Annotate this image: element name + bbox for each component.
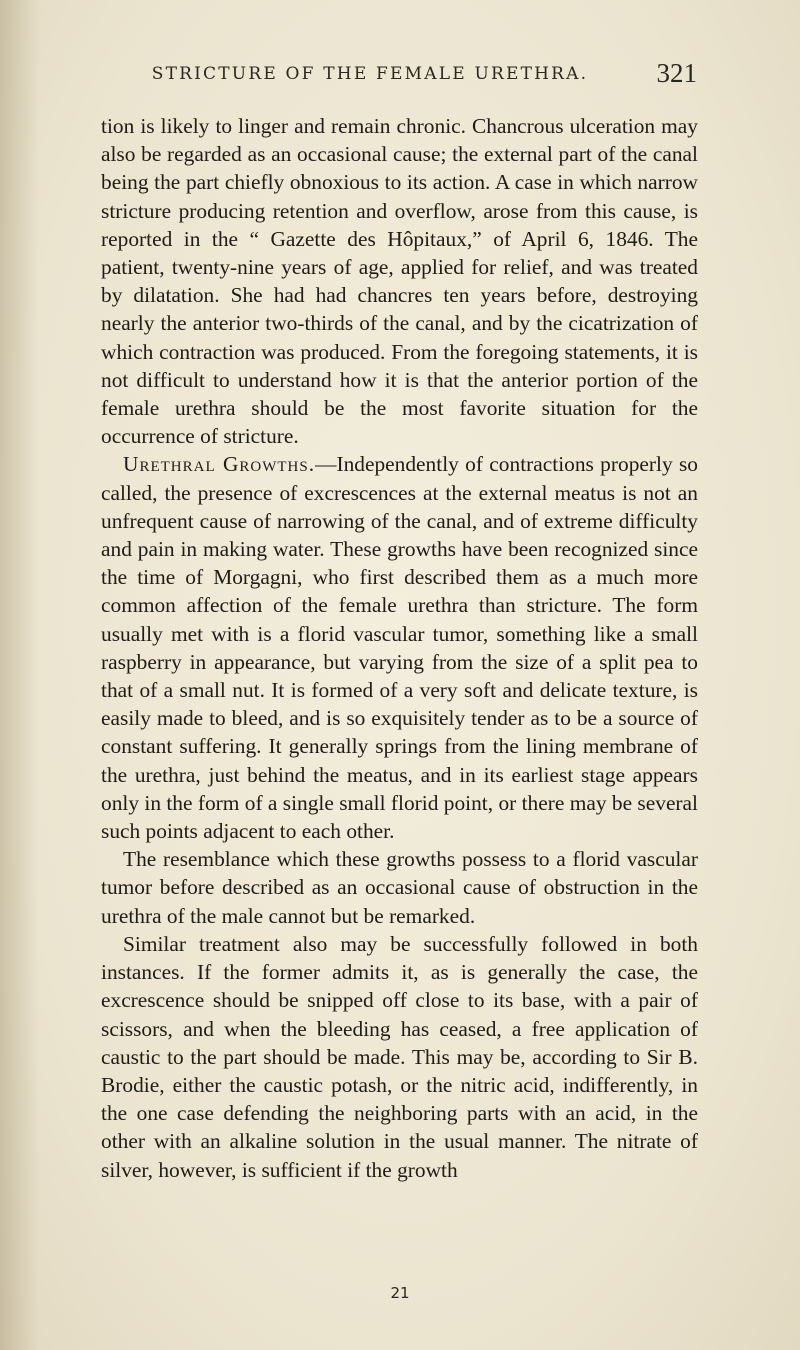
paragraph-text: —Independently of contractions properly so called, the presence of excrescences at the external meatus is not an unfrequent cause of narrowing of the canal, and of extreme difficulty and pain in making water. These growths have been recognized since the time of Morgagni, who first described them as a much more common affection of the female urethra than stricture. The form usually met with is a florid vascular tumor, something like a small raspberry in appearance, but varying from the size of a split pea to that of a small nut. It is formed of a very soft and delicate texture, is easily made to bleed, and is so exquisitely tender as to be a source of constant suffering. It generally springs from the lining membrane of the urethra, just behind the meatus, and in its earliest stage appears only in the form of a single small florid point, or there may be several such points adjacent to each other. <box>101 452 698 844</box>
running-head: STRICTURE OF THE FEMALE URETHRA. <box>151 64 589 84</box>
paragraph-urethral-growths <box>101 450 698 845</box>
body-text <box>101 112 698 1184</box>
gutter-shadow <box>0 0 40 1350</box>
paragraph-treatment: Similar treatment also may be successfully followed in both instances. If the former admits it, as is generally the case, the excrescence should be snipped off close to its base, with a pair of scissors, and when the bleeding has ceased, a free application of caustic to the part should be made. This may be, according to Sir B. Brodie, either the caustic potash, or the nitric acid, indifferently, in the one case defending the neighboring parts with an acid, in the other with an alkaline solution in the usual manner. The nitrate of silver, however, is sufficient if the growth <box>101 931 698 1182</box>
signature-mark: 21 <box>390 1284 410 1302</box>
paragraph-continuation: tion is likely to linger and remain chronic. Chancrous ulceration may also be regarded as an occasional cause; the external part of the canal being the part chiefly obnoxious to its action. A case in which narrow stricture producing retention and overflow, arose from this cause, is reported in the “ Gazette des Hôpitaux,” of April 6, 1846. The patient, twenty-nine years of age, applied for relief, and was treated by dilatation. She had had chancres ten years before, destroying nearly the anterior two-thirds of the canal, and by the cicatrization of which contraction was produced. From the foregoing statements, it is not difficult to understand how it is that the anterior portion of the female urethra should be the most favorite situation for the occurrence of stricture. <box>101 114 698 449</box>
paragraph-resemblance: The resemblance which these growths possess to a florid vascular tumor before described as an occasional cause of obstruction in the urethra of the male cannot but be remarked. <box>101 847 698 928</box>
section-heading: Urethral Growths. <box>123 452 316 477</box>
page-number: 321 <box>656 58 697 88</box>
